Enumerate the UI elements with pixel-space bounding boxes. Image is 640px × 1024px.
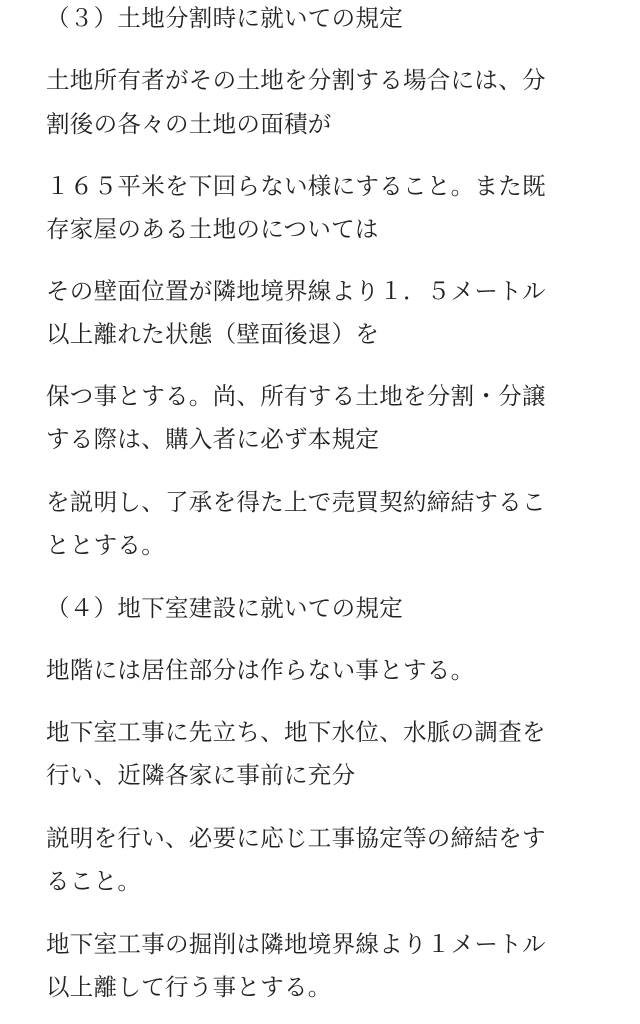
section-heading-4: （４）地下室建設に就いての規定: [46, 594, 403, 622]
paragraph-line: １６５平米を下回らない様にすること。また既: [46, 172, 546, 200]
section-heading-3: （３）土地分割時に就いての規定: [46, 4, 403, 32]
paragraph-line: 土地所有者がその土地を分割する場合には、分: [46, 66, 546, 94]
paragraph-line: 行い、近隣各家に事前に充分: [46, 761, 356, 789]
paragraph-line: 以上離して行う事とする。: [46, 973, 332, 1001]
paragraph-line: 地下室工事に先立ち、地下水位、水脈の調査を: [46, 718, 546, 746]
paragraph-line: ること。: [46, 867, 142, 895]
paragraph-line: 保つ事とする。尚、所有する土地を分割・分譲: [46, 382, 546, 410]
paragraph-line: 地下室工事の掘削は隣地境界線より１メートル: [46, 930, 546, 958]
paragraph-line: その壁面位置が隣地境界線より１．５メートル: [46, 277, 546, 305]
paragraph-line: する際は、購入者に必ず本規定: [46, 425, 380, 453]
paragraph-line: 説明を行い、必要に応じ工事協定等の締結をす: [46, 824, 546, 852]
paragraph-line: ととする。: [46, 531, 165, 559]
paragraph-line: を説明し、了承を得た上で売買契約締結するこ: [46, 488, 546, 516]
paragraph-line: 割後の各々の土地の面積が: [46, 110, 332, 138]
paragraph-line: 存家屋のある土地のについては: [46, 215, 379, 243]
paragraph-line: 地階には居住部分は作らない事とする。: [46, 656, 475, 684]
paragraph-line: 以上離れた状態（壁面後退）を: [46, 320, 380, 348]
